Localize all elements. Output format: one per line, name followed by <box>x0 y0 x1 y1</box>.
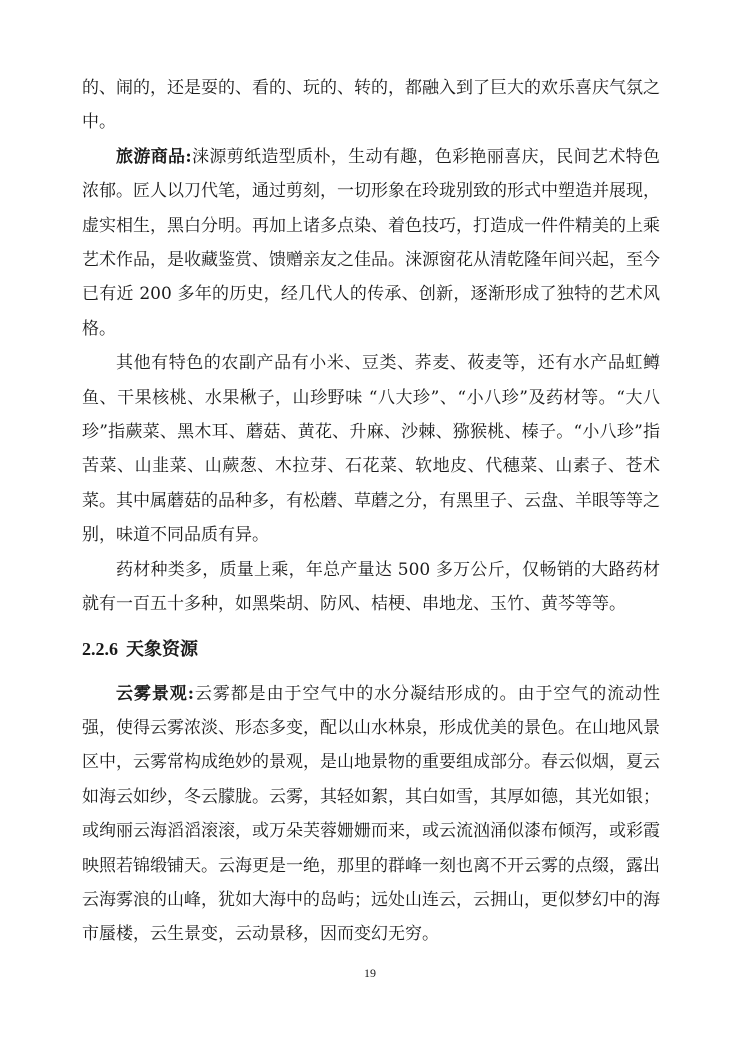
tourism-goods-text: 涞源剪纸造型质朴，生动有趣，色彩艳丽喜庆，民间艺术特色浓郁。匠人以刀代笔，通过剪刻，一切形象在玲珑别致的形式中塑造并展现，虚实相生，黑白分明。再加上诸多点染、着色技巧，打造成一件件精美的上乘艺术作品，是收藏鉴赏、馈赠亲友之佳品。涞源窗花从清乾隆年间兴起，至今已有近 200 多年的历史，经几代人的传承、创新，逐渐形成了独特的艺术风格。 <box>82 146 661 339</box>
paragraph-tourism-goods <box>82 140 660 346</box>
paragraph-cloud-landscape <box>82 677 660 952</box>
paragraph-festival-ending: 的、闹的，还是耍的、看的、玩的、转的，都融入到了巨大的欢乐喜庆气氛之中。 <box>82 78 660 133</box>
section-heading <box>82 630 660 669</box>
tourism-goods-lead: 旅游商品: <box>116 146 192 167</box>
cloud-landscape-lead: 云雾景观: <box>116 683 194 704</box>
paragraph-medicinal-herbs: 药材种类多，质量上乘，年总产量达 500 多万公斤，仅畅销的大路药材就有一百五十多种，如黑柴胡、防风、桔梗、串地龙、玉竹、黄芩等等。 <box>82 559 660 615</box>
page-body <box>82 71 660 952</box>
cloud-landscape-text: 云雾都是由于空气中的水分凝结形成的。由于空气的流动性强，使得云雾浓淡、形态多变，配以山水林泉，形成优美的景色。在山地风景区中，云雾常构成绝妙的景观，是山地景物的重要组成部分。春云似烟，夏云如海云如纱，冬云朦胧。云雾，其轻如絮，其白如雪，其厚如德，其光如银；或绚丽云海滔滔滚滚，或万朵芙蓉姗姗而来，或云流汹涌似漆布倾泻，或彩霞映照若锦缎铺天。云海更是一绝，那里的群峰一刻也离不开云雾的点缀，露出云海雾浪的山峰，犹如大海中的岛屿；远处山连云，云拥山，更似梦幻中的海市蜃楼，云生景变，云动景移，因而变幻无穷。 <box>82 683 661 945</box>
section-title: 天象资源 <box>126 638 198 660</box>
paragraph-agricultural-products: 其他有特色的农副产品有小米、豆类、荞麦、莜麦等，还有水产品虹鳟鱼、干果核桃、水果楸子，山珍野味 “八大珍”、“小八珍”及药材等。“大八珍”指蕨菜、黑木耳、蘑菇、黄花、升麻、沙棘、猕猴桃、榛子。“小八珍”指苦菜、山韭菜、山蕨葱、木拉芽、石花菜、软地皮、代穗菜、山素子、苍术菜。其中属蘑菇的品种多，有松蘑、草蘑之分，有黑里子、云盘、羊眼等等之别，味道不同品质有异。 <box>82 353 660 546</box>
page-number: 19 <box>364 966 376 980</box>
section-number: 2.2.6 <box>82 638 118 659</box>
